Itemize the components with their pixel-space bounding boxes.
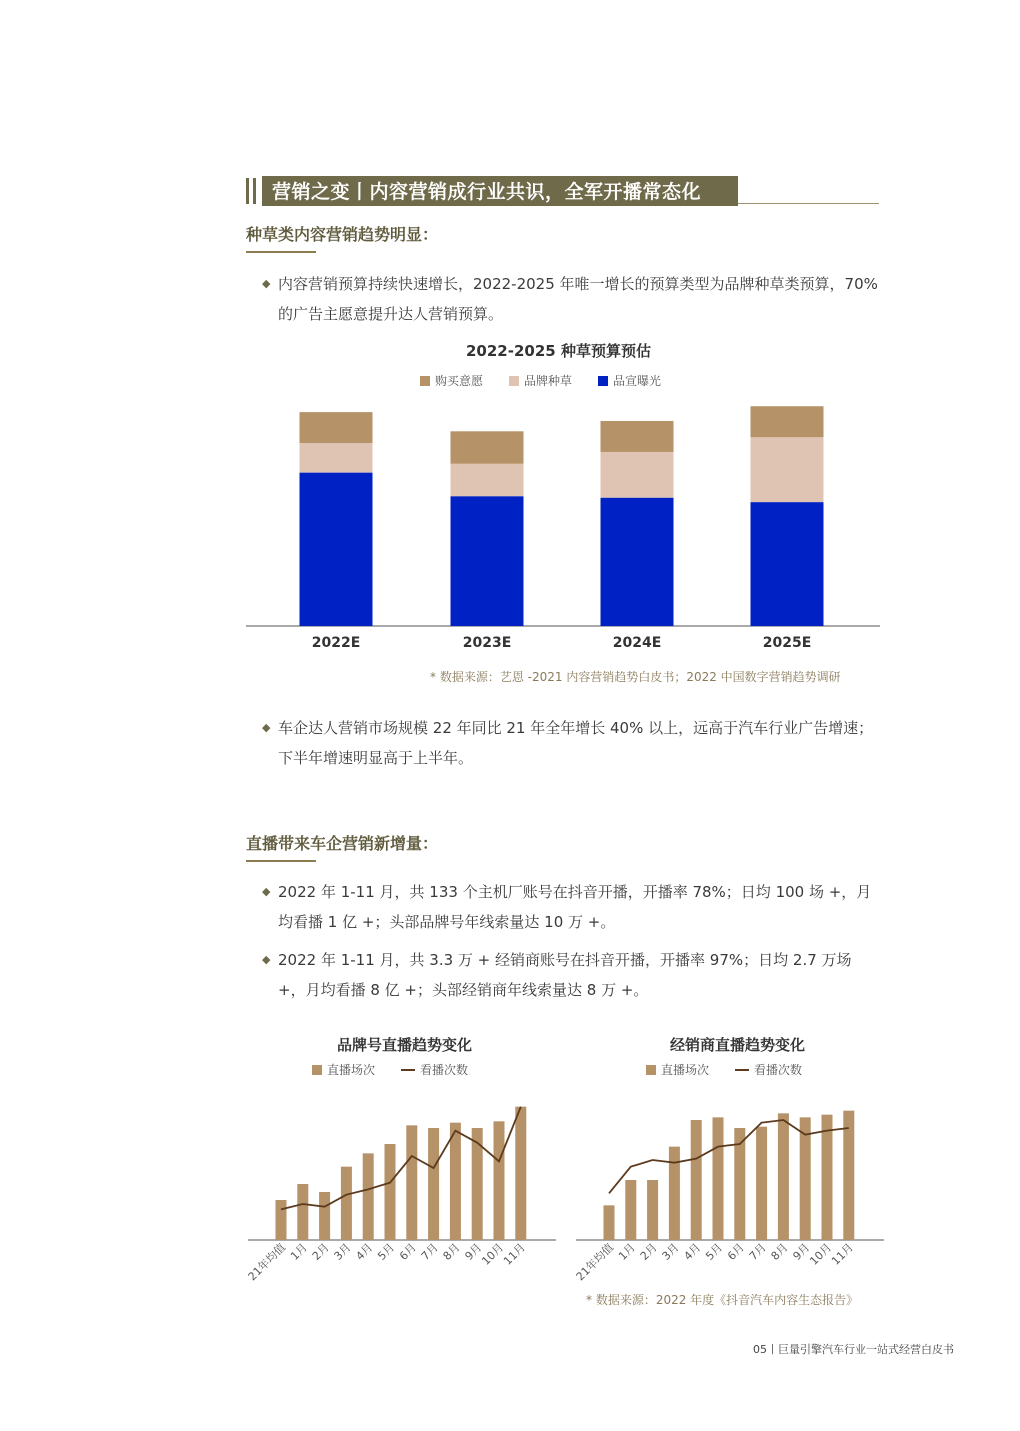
x-tick-label: 1月 (288, 1240, 310, 1263)
bar-segment-2022E-品宣曝光 (300, 473, 373, 626)
legend-item-exposure: 品宣曝光 (598, 372, 661, 389)
section2-underline (246, 860, 316, 862)
section1-underline (246, 251, 316, 253)
x-tick-label: 6月 (725, 1240, 747, 1263)
header-rule (738, 203, 879, 204)
budget-chart-legend (420, 372, 687, 389)
diamond-bullet-icon: ◆ (262, 721, 271, 734)
x-tick-label: 2022E (311, 635, 361, 651)
bar-2月 (319, 1192, 330, 1240)
brand-live-legend (312, 1061, 494, 1078)
bar-3月 (341, 1167, 352, 1240)
x-tick-label: 4月 (681, 1240, 704, 1263)
view-count-line (281, 1107, 521, 1210)
legend-item-purchase: 购买意愿 (420, 372, 483, 389)
bar-segment-2023E-品牌种草 (451, 464, 524, 496)
bar-11月 (843, 1111, 854, 1240)
bar-segment-2025E-购买意愿 (751, 406, 824, 437)
section1-bullet-1: ◆ 内容营销预算持续快速增长，2022-2025 年唯一增长的预算类型为品牌种草类预算，70% 的广告主愿意提升达人营销预算。 (262, 269, 882, 329)
bar-4月 (363, 1153, 374, 1240)
dealer-live-chart (568, 1090, 888, 1300)
x-tick-label: 2025E (762, 635, 812, 651)
dealer-live-legend (646, 1061, 828, 1078)
bar-7月 (428, 1128, 439, 1240)
x-tick-label: 7月 (746, 1240, 769, 1263)
x-tick-label: 11月 (829, 1240, 856, 1268)
bar-4月 (691, 1120, 702, 1240)
diamond-bullet-icon: ◆ (262, 277, 271, 290)
bar-segment-2024E-品宣曝光 (601, 498, 674, 626)
view-count-line (609, 1120, 849, 1193)
bar-segment-2024E-购买意愿 (601, 421, 674, 452)
dealer-live-chart-title: 经销商直播趋势变化 (670, 1036, 806, 1054)
budget-chart-title: 2022-2025 种草预算预估 (466, 342, 651, 360)
bar-8月 (450, 1123, 461, 1240)
legend-item-view-count: 看播次数 (735, 1061, 802, 1078)
x-tick-label: 21年均值 (573, 1240, 617, 1284)
legend-item-view-count: 看播次数 (401, 1061, 468, 1078)
bar-3月 (669, 1147, 680, 1240)
bar-segment-2022E-品牌种草 (300, 443, 373, 473)
x-tick-label: 2024E (612, 635, 662, 651)
x-tick-label: 9月 (790, 1240, 813, 1263)
section2-heading: 直播带来车企营销新增量： (246, 834, 439, 853)
header-stripe (253, 178, 256, 204)
bar-1月 (297, 1184, 308, 1240)
bar-5月 (713, 1117, 724, 1240)
legend-item-live-count: 直播场次 (646, 1061, 709, 1078)
bar-21年均值 (604, 1205, 615, 1240)
bar-21年均值 (276, 1200, 287, 1240)
x-tick-label: 9月 (462, 1240, 485, 1263)
bar-1月 (625, 1180, 636, 1240)
brand-live-chart-title: 品牌号直播趋势变化 (337, 1036, 473, 1054)
legend-item-seeding: 品牌种草 (509, 372, 572, 389)
x-tick-label: 2023E (462, 635, 512, 651)
bar-segment-2022E-购买意愿 (300, 412, 373, 443)
diamond-bullet-icon: ◆ (262, 953, 271, 966)
x-tick-label: 5月 (703, 1240, 726, 1263)
bar-segment-2023E-购买意愿 (451, 431, 524, 463)
bar-segment-2025E-品宣曝光 (751, 502, 824, 626)
header-stripe (246, 178, 249, 204)
section2-bullet-1: ◆ 2022 年 1-11 月，共 133 个主机厂账号在抖音开播，开播率 78%；日均 100 场 +，月均看播 1 亿 +；头部品牌号年线索量达 10 万 +。 (262, 877, 882, 937)
x-tick-label: 8月 (768, 1240, 791, 1263)
bar-10月 (822, 1115, 833, 1240)
x-tick-label: 6月 (397, 1240, 419, 1263)
bar-segment-2024E-品牌种草 (601, 452, 674, 498)
bar-11月 (515, 1107, 526, 1240)
section1-bullet-2: ◆ 车企达人营销市场规模 22 年同比 21 年全年增长 40% 以上，远高于汽车行业广告增速；下半年增速明显高于上半年。 (262, 713, 882, 773)
bar-9月 (800, 1117, 811, 1240)
x-tick-label: 10月 (807, 1240, 835, 1268)
x-tick-label: 10月 (479, 1240, 507, 1268)
bar-2月 (647, 1180, 658, 1240)
x-tick-label: 8月 (440, 1240, 463, 1263)
page-title: 营销之变丨内容营销成行业共识，全军开播常态化 (272, 181, 702, 203)
x-tick-label: 7月 (418, 1240, 441, 1263)
section1-heading: 种草类内容营销趋势明显： (246, 225, 439, 244)
bar-7月 (756, 1127, 767, 1240)
bar-segment-2023E-品宣曝光 (451, 496, 524, 626)
bar-5月 (385, 1144, 396, 1240)
x-tick-label: 2月 (309, 1240, 332, 1263)
bar-10月 (494, 1121, 505, 1240)
legend-item-live-count: 直播场次 (312, 1061, 375, 1078)
brand-live-chart (240, 1090, 560, 1300)
x-tick-label: 21年均值 (245, 1240, 289, 1284)
x-tick-label: 4月 (353, 1240, 376, 1263)
section2-bullet-2: ◆ 2022 年 1-11 月，共 3.3 万 + 经销商账号在抖音开播，开播率 97%；日均 2.7 万场 +，月均看播 8 亿 +；头部经销商年线索量达 8 万 +。 (262, 945, 882, 1005)
x-tick-label: 3月 (331, 1240, 354, 1263)
section1-source: * 数据来源：艺恩 -2021 内容营销趋势白皮书；2022 中国数字营销趋势调研 (430, 670, 841, 684)
budget-chart (240, 390, 890, 660)
page-footer: 05丨巨量引擎汽车行业一站式经营白皮书 (753, 1343, 954, 1356)
diamond-bullet-icon: ◆ (262, 885, 271, 898)
x-tick-label: 5月 (375, 1240, 398, 1263)
x-tick-label: 2月 (637, 1240, 660, 1263)
bar-segment-2025E-品牌种草 (751, 437, 824, 502)
x-tick-label: 1月 (616, 1240, 638, 1263)
bar-8月 (778, 1113, 789, 1240)
x-tick-label: 3月 (659, 1240, 682, 1263)
x-tick-label: 11月 (501, 1240, 528, 1268)
bar-6月 (406, 1125, 417, 1240)
section2-source: * 数据来源：2022 年度《抖音汽车内容生态报告》 (586, 1293, 859, 1307)
